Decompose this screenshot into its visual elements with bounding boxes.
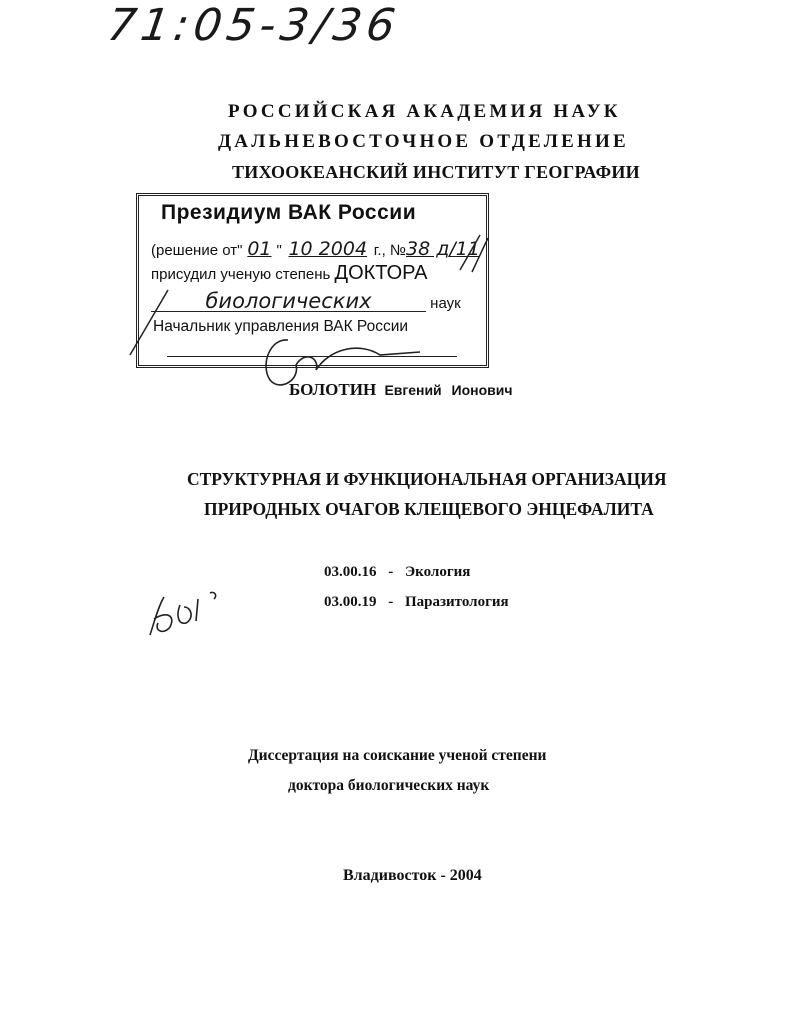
- dissertation-statement-line2: доктора биологических наук: [288, 777, 490, 794]
- author-name: [289, 380, 513, 400]
- handwritten-mark: [140, 585, 230, 645]
- stamp-science-handwritten: биологических: [151, 291, 426, 312]
- place-year: Владивосток - 2004: [343, 867, 482, 884]
- stamp-chief-label: Начальник управления ВАК России: [153, 318, 409, 335]
- archive-number: 71:05-3/36: [104, 0, 404, 51]
- stamp-decision-prefix: (решение от": [151, 242, 243, 259]
- specialty-dash: -: [388, 594, 394, 610]
- stamp-decision-number: 38 д/11: [406, 238, 480, 260]
- stamp-awarded-prefix: присудил ученую степень: [151, 266, 331, 283]
- stamp-decision-mid: ": [276, 242, 282, 259]
- author-surname: БОЛОТИН: [289, 380, 377, 399]
- stamp-decision-day: 01: [247, 238, 272, 260]
- specialty-code: 03.00.16: [324, 564, 377, 580]
- institute-name: ТИХООКЕАНСКИЙ ИНСТИТУТ ГЕОГРАФИИ: [232, 162, 640, 182]
- specialty-row: [324, 564, 470, 581]
- specialty-dash: -: [388, 564, 394, 580]
- signature-mark: [120, 230, 520, 395]
- dissertation-title-line2: ПРИРОДНЫХ ОЧАГОВ КЛЕЩЕВОГО ЭНЦЕФАЛИТА: [204, 499, 654, 519]
- stamp-decision-date: 10 2004: [288, 238, 368, 260]
- stamp-decision-year-suffix: г., №: [373, 242, 406, 259]
- stamp-degree: ДОКТОРА: [334, 262, 428, 284]
- dissertation-title-line1: СТРУКТУРНАЯ И ФУНКЦИОНАЛЬНАЯ ОРГАНИЗАЦИЯ: [187, 469, 667, 489]
- specialty-name: Паразитология: [405, 594, 509, 610]
- specialty-name: Экология: [405, 564, 471, 580]
- academy-name: РОССИЙСКАЯ АКАДЕМИЯ НАУК: [228, 101, 621, 122]
- author-given-names: Евгений Ионович: [384, 382, 513, 398]
- specialty-code: 03.00.19: [324, 594, 377, 610]
- stamp-science-suffix: наук: [430, 295, 461, 312]
- specialty-row: [324, 594, 509, 611]
- branch-name: ДАЛЬНЕВОСТОЧНОЕ ОТДЕЛЕНИЕ: [218, 131, 629, 152]
- stamp-title: Президиум ВАК России: [161, 201, 417, 224]
- dissertation-statement-line1: Диссертация на соискание ученой степени: [248, 747, 547, 764]
